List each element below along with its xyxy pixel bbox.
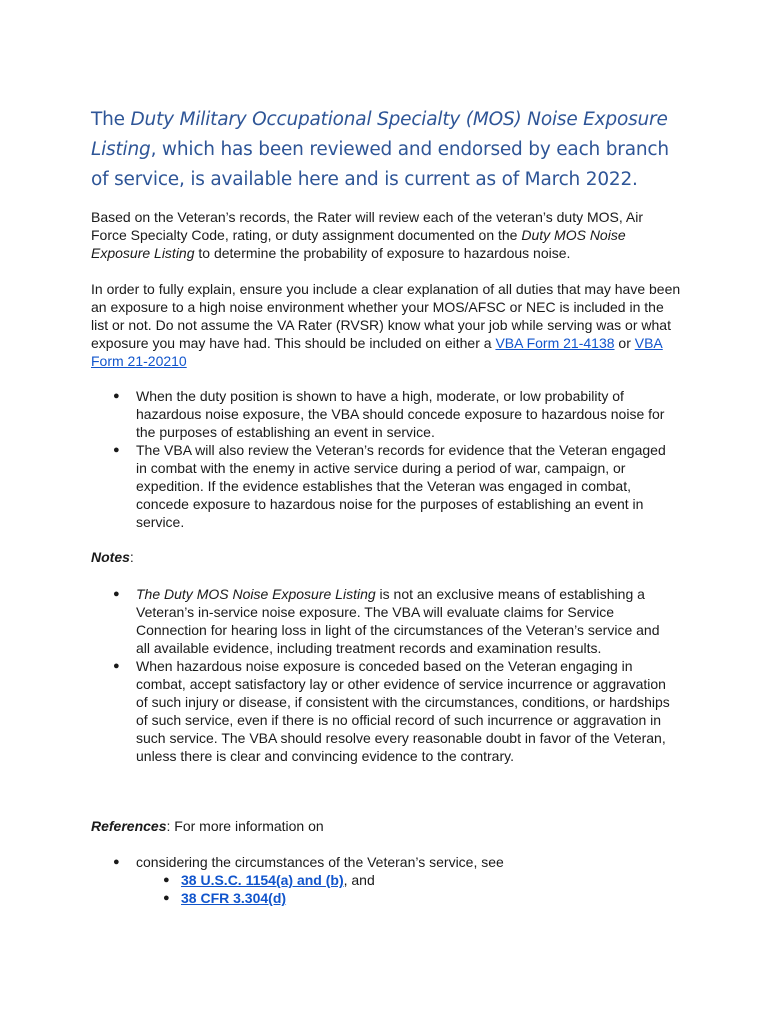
heading-prefix: The bbox=[91, 109, 131, 130]
references-label: References bbox=[91, 818, 167, 834]
duty-bullet-list bbox=[91, 387, 671, 531]
heading-title-italic: Duty Military Occupational Specialty (MOS) Noise Exposure Listing bbox=[91, 109, 668, 160]
paragraph-rater-review bbox=[91, 208, 681, 262]
references-heading bbox=[91, 817, 681, 835]
bullet-icon: ● bbox=[163, 892, 170, 904]
bullet-icon: ● bbox=[113, 444, 120, 456]
list-item bbox=[91, 853, 671, 907]
references-sub-list bbox=[163, 871, 671, 907]
list-item bbox=[91, 657, 671, 765]
list-item bbox=[91, 585, 671, 657]
vba-form-21-4138-link[interactable]: VBA Form 21-4138 bbox=[495, 335, 615, 351]
paragraph-text: In order to fully explain, ensure you include a clear explanation of all duties that may have been an exposure to a high noise environment whether your MOS/AFSC or NEC is included in the list or not. Do not assume the VA Rater (RVSR) know what your job while serving was or what exposure you may have had. This should be included on either a bbox=[91, 281, 681, 351]
list-item-text: is not an exclusive means of establishing a Veteran’s in-service noise exposure. The VBA will evaluate claims for Service Connection for hearing loss in light of the circumstances of the Veteran’s service and all available evidence, including treatment records and examination results. bbox=[136, 586, 660, 656]
paragraph-explain-duties bbox=[91, 280, 681, 370]
listing-italic: The Duty MOS Noise Exposure Listing bbox=[136, 586, 376, 602]
usc-1154-link[interactable]: 38 U.S.C. 1154(a) and (b) bbox=[181, 872, 344, 888]
list-item bbox=[91, 441, 671, 531]
notes-heading bbox=[91, 548, 681, 566]
sub-list-item bbox=[163, 889, 671, 907]
sub-list-item bbox=[163, 871, 671, 889]
sub-list-text: , and bbox=[343, 872, 375, 888]
list-item-text: When the duty position is shown to have a high, moderate, or low probability of hazardous noise exposure, the VBA should concede exposure to hazardous noise for the purposes of establishing an event in service. bbox=[136, 388, 665, 440]
bullet-icon: ● bbox=[113, 588, 120, 600]
page-heading bbox=[91, 105, 691, 195]
heading-rest: , which has been reviewed and endorsed by each branch of service, is available here and is current as of March 2022. bbox=[91, 139, 669, 190]
paragraph-text: or bbox=[614, 335, 635, 351]
bullet-icon: ● bbox=[113, 390, 120, 402]
notes-label: Notes bbox=[91, 549, 130, 565]
list-item bbox=[91, 387, 671, 441]
notes-colon: : bbox=[129, 549, 134, 565]
listing-italic: Duty MOS Noise Exposure Listing bbox=[91, 227, 626, 261]
references-text: : For more information on bbox=[166, 818, 324, 834]
list-item-text: The VBA will also review the Veteran’s records for evidence that the Veteran engaged in combat with the enemy in active service during a period of war, campaign, or expedition. If the evidence establishes that the Veteran was engaged in combat, concede exposure to hazardous noise for the purposes of establishing an event in service. bbox=[136, 442, 666, 530]
references-bullet-list bbox=[91, 853, 671, 907]
bullet-icon: ● bbox=[113, 660, 120, 672]
bullet-icon: ● bbox=[113, 856, 120, 868]
paragraph-text: to determine the probability of exposure to hazardous noise. bbox=[194, 245, 571, 261]
paragraph-text: Based on the Veteran’s records, the Rater will review each of the veteran’s duty MOS, Air Force Specialty Code, rating, or duty assignment documented on the bbox=[91, 209, 643, 243]
bullet-icon: ● bbox=[163, 874, 170, 886]
notes-bullet-list bbox=[91, 585, 671, 765]
list-item-text: When hazardous noise exposure is conceded based on the Veteran engaging in combat, accept satisfactory lay or other evidence of service incurrence or aggravation of such injury or disease, if consistent with the circumstances, conditions, or hardships of such service, even if there is no official record of such incurrence or aggravation in such service. The VBA should resolve every reasonable doubt in favor of the Veteran, unless there is clear and convincing evidence to the contrary. bbox=[136, 658, 670, 764]
cfr-3-304-link[interactable]: 38 CFR 3.304(d) bbox=[181, 890, 287, 906]
list-item-text: considering the circumstances of the Veteran’s service, see bbox=[136, 854, 504, 870]
vba-form-21-20210-link[interactable]: VBA Form 21-20210 bbox=[91, 335, 663, 369]
